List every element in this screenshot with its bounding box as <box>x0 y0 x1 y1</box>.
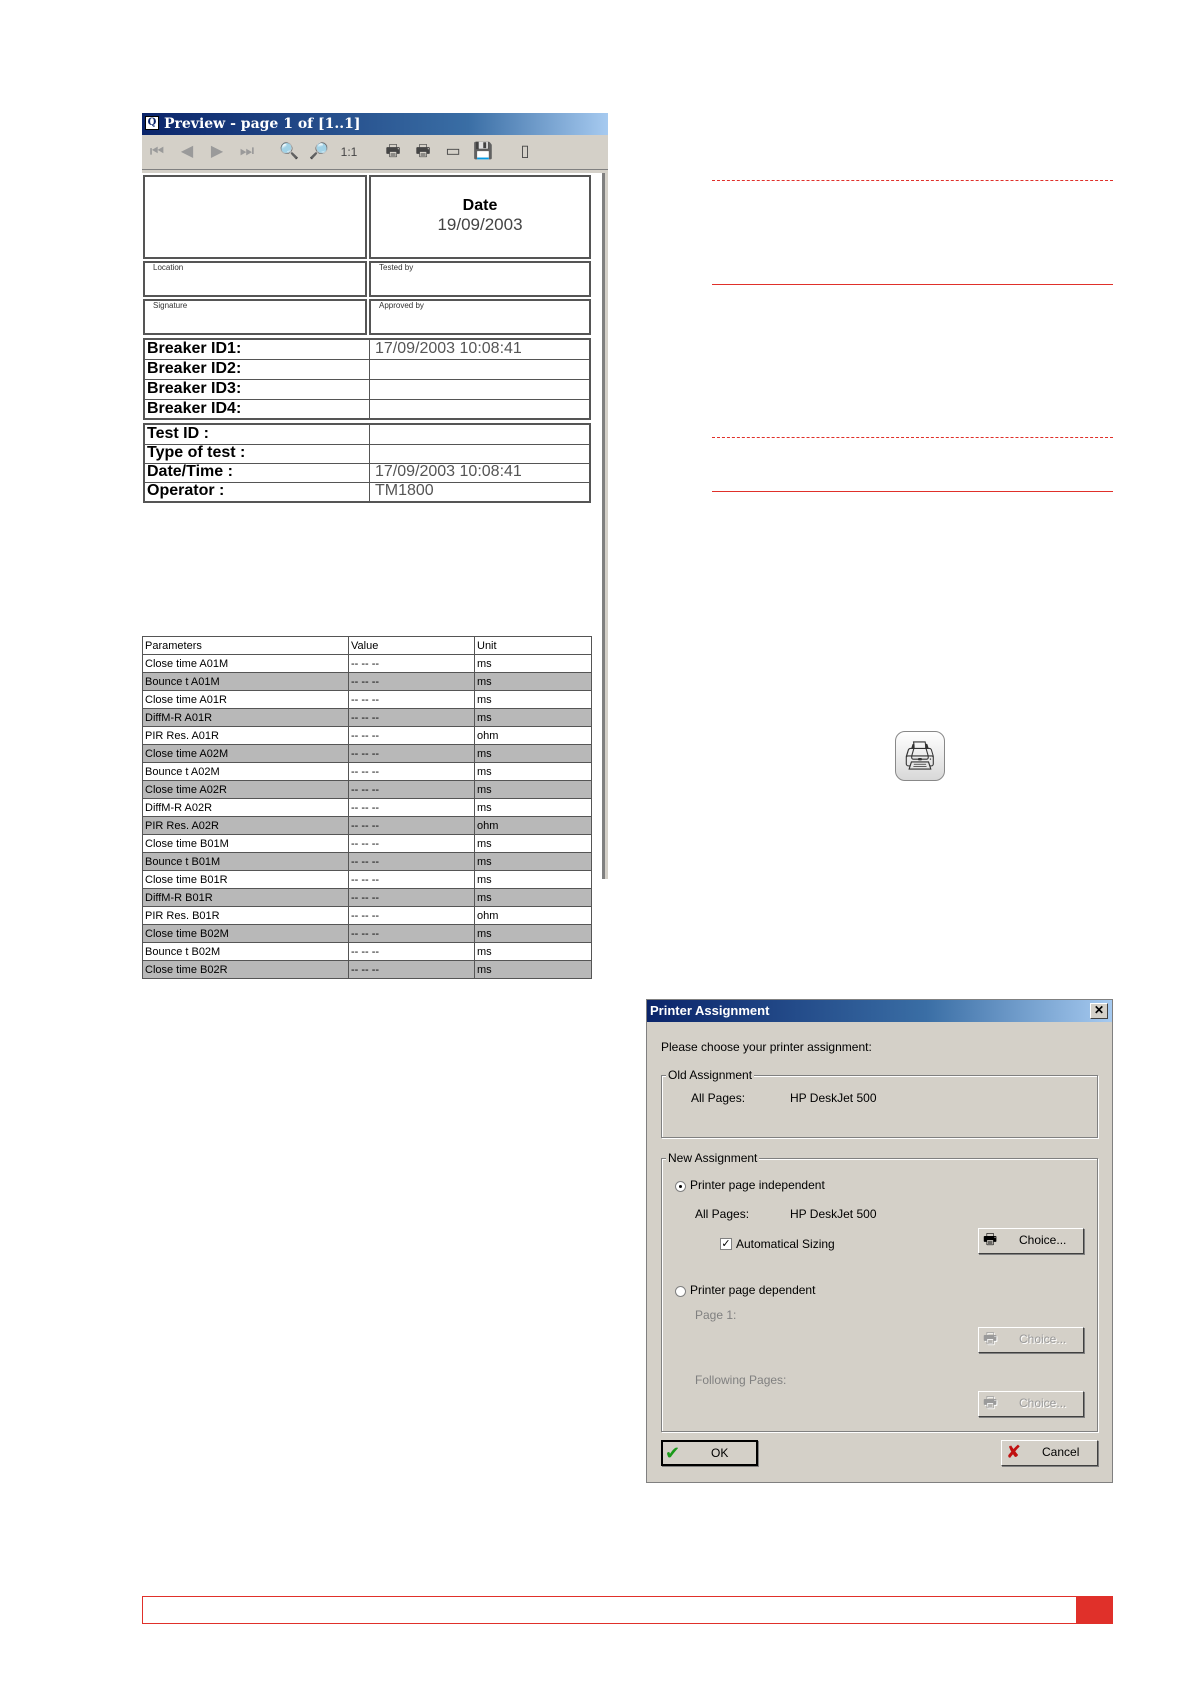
choice-label: Choice... <box>1019 1396 1067 1410</box>
preview-title-bar <box>142 113 608 135</box>
date-time-label: Date/Time : <box>147 463 233 480</box>
param-name-cell: Close time A02M <box>143 745 349 763</box>
actual-size-icon[interactable]: 1:1 <box>340 145 358 159</box>
header-unit: Unit <box>475 637 592 655</box>
test-id-label: Test ID : <box>147 425 209 442</box>
param-name-cell: Bounce t B02M <box>143 943 349 961</box>
date-time-value: 17/09/2003 10:08:41 <box>375 463 522 480</box>
param-value-cell: -- -- -- <box>349 709 475 727</box>
param-unit-cell: ms <box>475 871 592 889</box>
old-all-pages-label: All Pages: <box>691 1091 746 1105</box>
zoom-in-icon[interactable]: 🔍 <box>279 143 299 160</box>
param-unit-cell: ms <box>475 943 592 961</box>
param-value-cell: -- -- -- <box>349 781 475 799</box>
table-row <box>143 709 592 727</box>
param-unit-cell: ms <box>475 763 592 781</box>
date-value: 19/09/2003 <box>437 215 523 234</box>
param-unit-cell: ohm <box>475 727 592 745</box>
new-all-pages-label: All Pages: <box>695 1207 750 1221</box>
param-unit-cell: ohm <box>475 817 592 835</box>
param-unit-cell: ms <box>475 781 592 799</box>
dialog-title-bar <box>647 1000 1112 1022</box>
radio-page-independent[interactable] <box>675 1181 686 1192</box>
table-row <box>143 889 592 907</box>
param-unit-cell: ms <box>475 853 592 871</box>
cancel-label: Cancel <box>1042 1445 1080 1459</box>
param-name-cell: Close time B02R <box>143 961 349 979</box>
param-value-cell: -- -- -- <box>349 655 475 673</box>
table-row <box>143 871 592 889</box>
param-unit-cell: ms <box>475 925 592 943</box>
table-row <box>143 691 592 709</box>
table-row <box>143 763 592 781</box>
location-label: Location <box>153 263 184 272</box>
exit-icon[interactable]: ▯ <box>520 143 530 160</box>
following-pages-label: Following Pages: <box>695 1373 787 1387</box>
param-value-cell: -- -- -- <box>349 727 475 745</box>
table-row <box>143 727 592 745</box>
param-value-cell: -- -- -- <box>349 853 475 871</box>
footer-page-marker <box>1077 1596 1113 1624</box>
param-value-cell: -- -- -- <box>349 817 475 835</box>
test-info-box <box>143 423 591 503</box>
param-value-cell: -- -- -- <box>349 871 475 889</box>
radio-page-dependent[interactable] <box>675 1286 686 1297</box>
preview-toolbar <box>142 135 608 170</box>
signature-label: Signature <box>153 301 188 310</box>
preview-title: Preview - page 1 of [1..1] <box>164 116 361 132</box>
header-parameters: Parameters <box>143 637 349 655</box>
tested-by-label: Tested by <box>379 263 414 272</box>
param-unit-cell: ms <box>475 889 592 907</box>
signature-box <box>143 299 367 335</box>
table-row <box>143 655 592 673</box>
param-value-cell: -- -- -- <box>349 835 475 853</box>
param-name-cell: Close time A01M <box>143 655 349 673</box>
printer-assignment-dialog <box>646 999 1113 1483</box>
choice-label: Choice... <box>1019 1332 1067 1346</box>
new-assignment-legend: New Assignment <box>668 1151 758 1165</box>
type-of-test-label: Type of test : <box>147 444 246 461</box>
old-all-pages-value: HP DeskJet 500 <box>790 1091 877 1105</box>
preview-window <box>142 113 608 976</box>
new-assignment-group <box>661 1151 1098 1432</box>
choice-button-all-pages[interactable] <box>978 1228 1084 1254</box>
approved-by-label: Approved by <box>379 301 424 310</box>
previous-page-icon[interactable]: ◀ <box>180 143 194 160</box>
table-row <box>143 853 592 871</box>
preview-page <box>142 173 605 976</box>
location-box <box>143 261 367 297</box>
param-value-cell: -- -- -- <box>349 745 475 763</box>
cancel-icon: ✘ <box>1006 1442 1022 1462</box>
radio-page-independent-label[interactable]: Printer page independent <box>690 1178 825 1192</box>
param-unit-cell: ms <box>475 655 592 673</box>
choice-button-following[interactable] <box>978 1391 1084 1417</box>
approved-by-box <box>369 299 591 335</box>
footer-bar <box>142 1596 1077 1624</box>
param-name-cell: Close time A01R <box>143 691 349 709</box>
parameters-table <box>142 636 592 979</box>
param-value-cell: -- -- -- <box>349 925 475 943</box>
breaker-id4-label: Breaker ID4: <box>147 400 242 417</box>
table-row <box>143 907 592 925</box>
param-value-cell: -- -- -- <box>349 907 475 925</box>
printer-icon: 🖨 <box>902 740 938 771</box>
param-name-cell: Close time A02R <box>143 781 349 799</box>
old-assignment-legend: Old Assignment <box>668 1068 753 1082</box>
printer-icon: 🖶 <box>983 1394 998 1411</box>
separator-dashed-1 <box>712 180 1113 181</box>
breaker-id1-label: Breaker ID1: <box>147 340 242 357</box>
table-row <box>143 799 592 817</box>
table-row <box>143 745 592 763</box>
param-name-cell: Close time B01R <box>143 871 349 889</box>
date-box <box>369 175 591 259</box>
param-value-cell: -- -- -- <box>349 943 475 961</box>
separator-solid-2 <box>712 491 1113 492</box>
dialog-prompt: Please choose your printer assignment: <box>661 1040 872 1054</box>
separator-dashed-2 <box>712 437 1113 438</box>
param-unit-cell: ms <box>475 835 592 853</box>
param-name-cell: DiffM-R A02R <box>143 799 349 817</box>
param-value-cell: -- -- -- <box>349 673 475 691</box>
param-unit-cell: ms <box>475 961 592 979</box>
auto-sizing-checkbox[interactable]: ✓ <box>721 1238 731 1250</box>
table-row <box>143 925 592 943</box>
param-name-cell: PIR Res. A01R <box>143 727 349 745</box>
param-name-cell: Close time B02M <box>143 925 349 943</box>
preview-app-icon: Q <box>145 116 159 130</box>
param-unit-cell: ohm <box>475 907 592 925</box>
param-unit-cell: ms <box>475 691 592 709</box>
table-row <box>143 961 592 979</box>
breaker-ids-box <box>143 338 591 420</box>
param-value-cell: -- -- -- <box>349 889 475 907</box>
breaker-id1-value: 17/09/2003 10:08:41 <box>375 340 522 357</box>
print-preview-button[interactable] <box>895 731 945 781</box>
page1-label: Page 1: <box>695 1308 737 1322</box>
cancel-button[interactable] <box>1001 1440 1098 1466</box>
param-unit-cell: ms <box>475 799 592 817</box>
param-name-cell: Close time B01M <box>143 835 349 853</box>
param-name-cell: PIR Res. B01R <box>143 907 349 925</box>
dialog-title: Printer Assignment <box>650 1003 770 1018</box>
ok-label: OK <box>711 1446 729 1460</box>
param-unit-cell: ms <box>475 673 592 691</box>
next-page-icon[interactable]: ▶ <box>210 143 224 160</box>
param-name-cell: PIR Res. A02R <box>143 817 349 835</box>
param-value-cell: -- -- -- <box>349 691 475 709</box>
table-row <box>143 835 592 853</box>
choice-label: Choice... <box>1019 1233 1067 1247</box>
table-header-row <box>143 637 592 655</box>
printer-icon: 🖶 <box>983 1231 998 1248</box>
table-row <box>143 673 592 691</box>
param-unit-cell: ms <box>475 709 592 727</box>
param-unit-cell: ms <box>475 745 592 763</box>
param-name-cell: DiffM-R B01R <box>143 889 349 907</box>
last-page-icon[interactable]: ⏭ <box>239 143 255 160</box>
breaker-id2-label: Breaker ID2: <box>147 360 242 377</box>
param-value-cell: -- -- -- <box>349 763 475 781</box>
breaker-id3-label: Breaker ID3: <box>147 380 242 397</box>
header-value: Value <box>349 637 475 655</box>
param-name-cell: DiffM-R A01R <box>143 709 349 727</box>
first-page-icon[interactable]: ⏮ <box>149 143 165 160</box>
check-icon: ✔ <box>665 1443 681 1463</box>
ok-button[interactable] <box>661 1440 758 1466</box>
operator-label: Operator : <box>147 482 225 499</box>
radio-page-dependent-label[interactable]: Printer page dependent <box>690 1283 816 1297</box>
operator-value: TM1800 <box>375 482 434 499</box>
tested-by-box <box>369 261 591 297</box>
choice-button-page1[interactable] <box>978 1327 1084 1353</box>
param-name-cell: Bounce t A01M <box>143 673 349 691</box>
print-setup-icon[interactable]: 🖶 <box>415 143 431 160</box>
param-value-cell: -- -- -- <box>349 799 475 817</box>
table-row <box>143 817 592 835</box>
date-label: Date <box>462 197 498 214</box>
save-icon[interactable]: 💾 <box>473 143 493 160</box>
auto-sizing-label[interactable]: Automatical Sizing <box>736 1237 835 1251</box>
table-row <box>143 943 592 961</box>
param-value-cell: -- -- -- <box>349 961 475 979</box>
new-all-pages-value: HP DeskJet 500 <box>790 1207 877 1221</box>
param-name-cell: Bounce t B01M <box>143 853 349 871</box>
print-icon[interactable]: 🖶 <box>385 143 401 160</box>
old-assignment-group <box>661 1068 1098 1138</box>
logo-box <box>143 175 367 259</box>
page-setup-icon[interactable]: ▭ <box>445 143 461 160</box>
zoom-out-icon[interactable]: 🔎 <box>309 143 329 160</box>
param-name-cell: Bounce t A02M <box>143 763 349 781</box>
table-row <box>143 781 592 799</box>
close-icon[interactable]: ✕ <box>1090 1003 1108 1019</box>
separator-solid-1 <box>712 284 1113 285</box>
printer-icon: 🖶 <box>983 1330 998 1347</box>
